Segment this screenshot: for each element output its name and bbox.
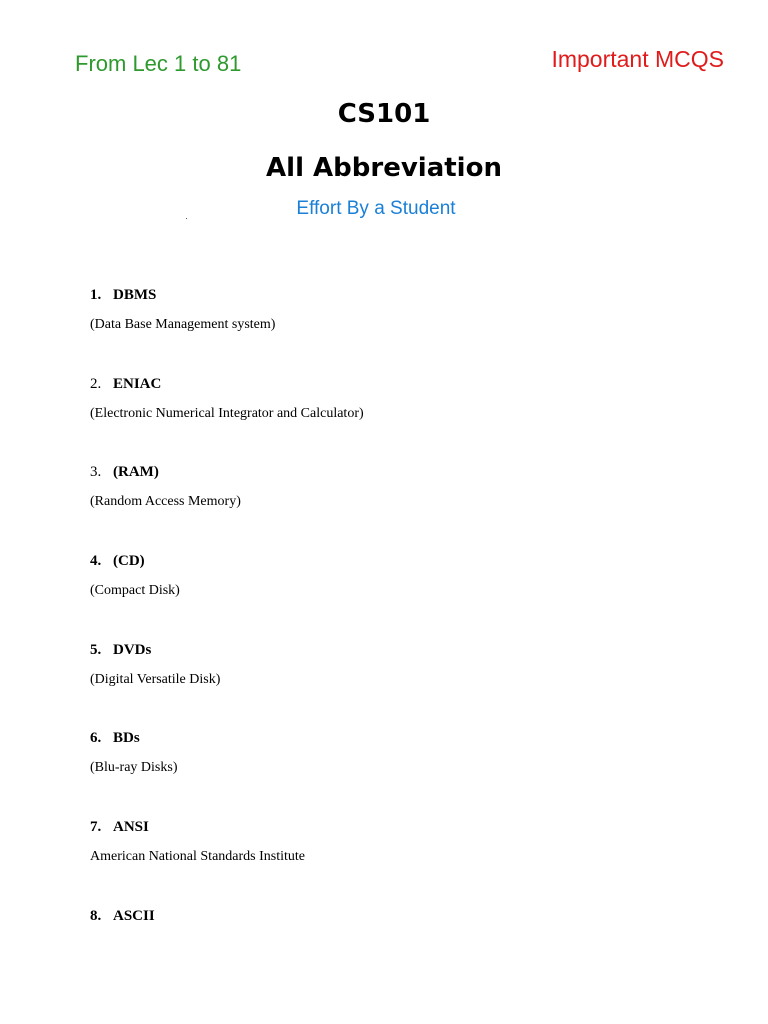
abbreviation-term-line (90, 818, 730, 836)
item-number: 4. (90, 553, 102, 570)
abbreviation-term: ANSI (113, 819, 149, 836)
list-item (90, 907, 730, 996)
list-item (90, 286, 730, 375)
item-number: 2. (90, 375, 102, 392)
list-item (90, 641, 730, 730)
abbreviation-description: (Random Access Memory) (90, 494, 241, 510)
item-number: 3. (90, 464, 102, 481)
important-mcqs-note: Important MCQS (551, 46, 724, 72)
abbreviation-term-line (90, 552, 730, 570)
list-item (90, 463, 730, 552)
item-number: 5. (90, 641, 102, 658)
list-item (90, 375, 730, 464)
list-item (90, 818, 730, 907)
abbreviation-term: ASCII (113, 907, 155, 924)
list-item (90, 552, 730, 641)
item-number: 1. (90, 287, 102, 303)
abbreviation-description: (Digital Versatile Disk) (90, 671, 221, 687)
abbreviation-term-line (90, 463, 730, 481)
abbreviation-term-line (90, 641, 730, 659)
abbreviation-description: American National Standards Institute (90, 849, 305, 865)
abbreviation-term: DVDs (113, 641, 152, 658)
abbreviation-term-line (90, 286, 730, 304)
abbreviation-term: ENIAC (113, 375, 162, 392)
author-subtitle: Effort By a Student (296, 198, 456, 219)
list-item (90, 729, 730, 818)
abbreviation-term: (CD) (113, 553, 145, 570)
item-number: 6. (90, 730, 102, 747)
course-code-title: CS101 (337, 99, 431, 129)
abbreviation-term-line (90, 907, 730, 925)
abbreviation-description: (Electronic Numerical Integrator and Calculator) (90, 405, 364, 421)
abbreviation-description: (Blu-ray Disks) (90, 760, 178, 776)
abbreviation-list (90, 286, 730, 996)
item-number: 7. (90, 819, 102, 836)
abbreviation-term: (RAM) (113, 464, 159, 481)
document-heading: All Abbreviation (266, 153, 502, 183)
lecture-range-note: From Lec 1 to 81 (75, 51, 242, 76)
abbreviation-term: DBMS (113, 287, 157, 303)
abbreviation-description: (Compact Disk) (90, 583, 180, 599)
abbreviation-term-line (90, 375, 730, 393)
abbreviation-description: (Data Base Management system) (90, 317, 276, 332)
stray-dot-mark (186, 218, 187, 219)
abbreviation-term: BDs (113, 730, 140, 747)
item-number: 8. (90, 907, 102, 924)
abbreviation-term-line (90, 729, 730, 747)
